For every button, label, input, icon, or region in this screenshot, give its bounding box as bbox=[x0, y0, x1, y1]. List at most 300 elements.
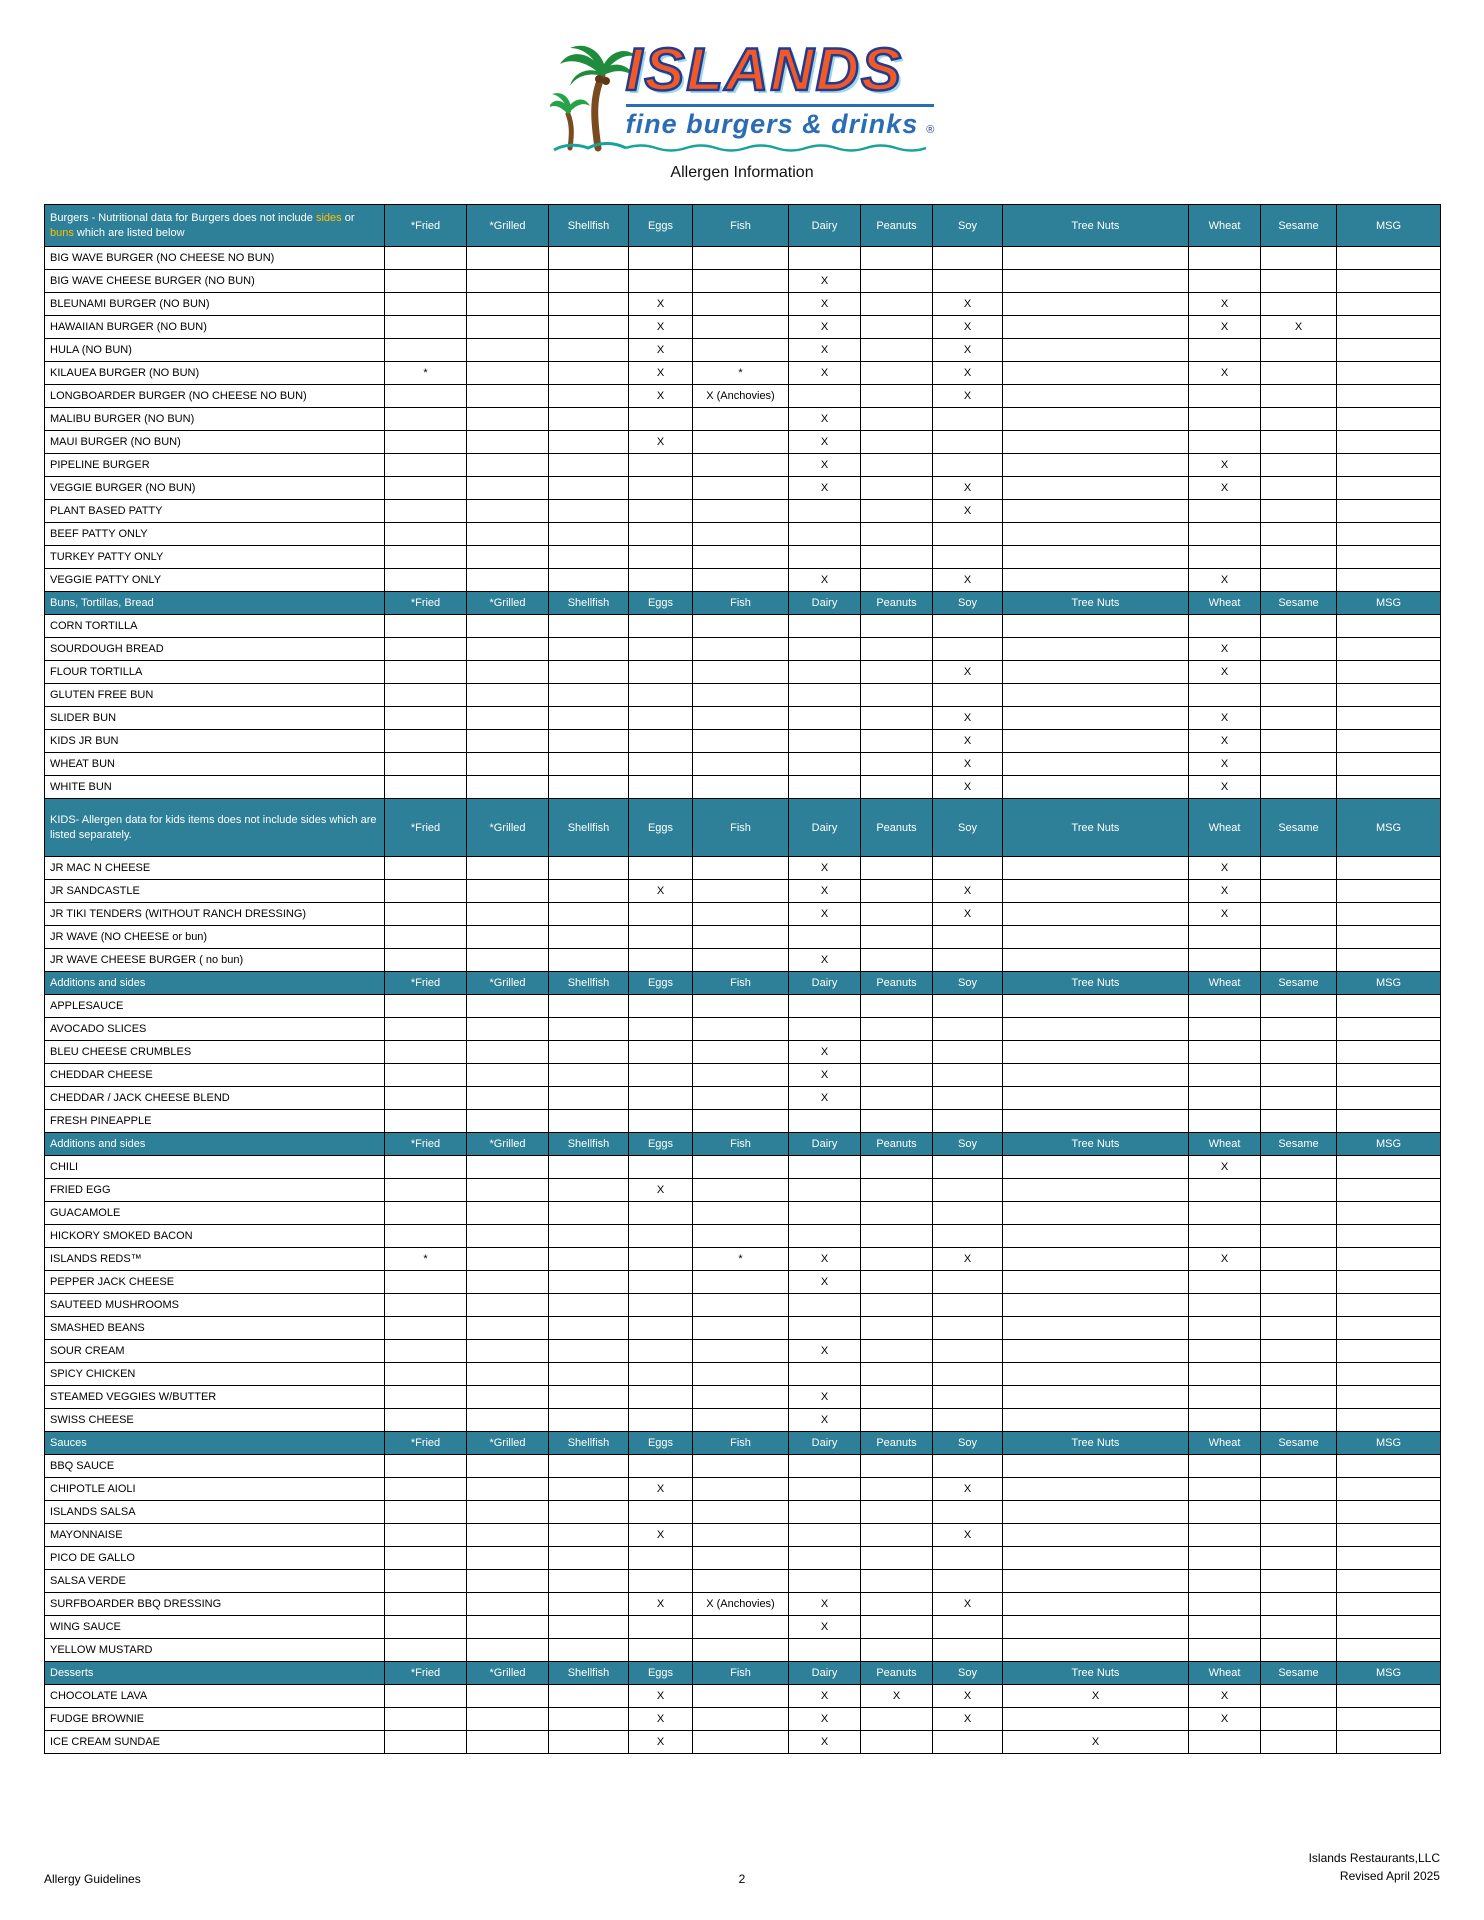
table-row bbox=[45, 857, 1441, 880]
allergen-cell bbox=[933, 926, 1003, 949]
allergen-cell bbox=[693, 730, 789, 753]
allergen-cell bbox=[933, 1064, 1003, 1087]
allergen-cell bbox=[1337, 339, 1441, 362]
allergen-cell bbox=[1337, 857, 1441, 880]
column-header: Peanuts bbox=[861, 1432, 933, 1455]
allergen-cell bbox=[385, 1570, 467, 1593]
allergen-cell bbox=[861, 1708, 933, 1731]
table-row bbox=[45, 270, 1441, 293]
allergen-cell bbox=[1337, 1156, 1441, 1179]
item-name: BEEF PATTY ONLY bbox=[45, 523, 385, 546]
logo-subtitle-row bbox=[626, 104, 935, 140]
allergen-cell bbox=[549, 1455, 629, 1478]
allergen-cell bbox=[1337, 1731, 1441, 1754]
allergen-cell bbox=[385, 1340, 467, 1363]
allergen-cell bbox=[1261, 523, 1337, 546]
column-header: *Fried bbox=[385, 799, 467, 857]
allergen-cell bbox=[693, 1202, 789, 1225]
column-header: Wheat bbox=[1189, 799, 1261, 857]
allergen-cell bbox=[1003, 1225, 1189, 1248]
allergen-cell bbox=[385, 408, 467, 431]
allergen-cell bbox=[693, 1409, 789, 1432]
allergen-cell bbox=[861, 707, 933, 730]
allergen-cell bbox=[1189, 684, 1261, 707]
column-header: Soy bbox=[933, 1662, 1003, 1685]
allergen-cell bbox=[467, 1202, 549, 1225]
table-row bbox=[45, 1593, 1441, 1616]
footer-company-info bbox=[975, 1849, 1440, 1886]
allergen-cell bbox=[629, 1110, 693, 1133]
column-header: MSG bbox=[1337, 799, 1441, 857]
allergen-cell bbox=[385, 500, 467, 523]
allergen-cell bbox=[1003, 477, 1189, 500]
allergen-cell: X bbox=[933, 293, 1003, 316]
section-title-highlight: sides bbox=[315, 211, 342, 224]
allergen-cell bbox=[385, 776, 467, 799]
allergen-cell bbox=[933, 1179, 1003, 1202]
table-row bbox=[45, 1455, 1441, 1478]
allergen-cell bbox=[693, 454, 789, 477]
allergen-cell bbox=[1261, 339, 1337, 362]
allergen-cell bbox=[933, 1501, 1003, 1524]
allergen-cell bbox=[385, 926, 467, 949]
allergen-cell bbox=[1189, 546, 1261, 569]
allergen-cell bbox=[467, 408, 549, 431]
allergen-cell bbox=[549, 1593, 629, 1616]
allergen-cell bbox=[467, 926, 549, 949]
allergen-cell bbox=[467, 995, 549, 1018]
allergen-cell: X bbox=[789, 1087, 861, 1110]
allergen-cell bbox=[1189, 1317, 1261, 1340]
allergen-cell bbox=[789, 1156, 861, 1179]
allergen-cell bbox=[933, 270, 1003, 293]
column-header: Fish bbox=[693, 1662, 789, 1685]
allergen-cell bbox=[1337, 753, 1441, 776]
allergen-cell bbox=[1337, 1294, 1441, 1317]
allergen-cell bbox=[467, 1064, 549, 1087]
allergen-cell bbox=[1003, 615, 1189, 638]
allergen-cell bbox=[861, 1455, 933, 1478]
allergen-cell bbox=[629, 995, 693, 1018]
allergen-cell bbox=[1337, 776, 1441, 799]
item-name: CHILI bbox=[45, 1156, 385, 1179]
allergen-cell bbox=[385, 753, 467, 776]
allergen-cell bbox=[1337, 949, 1441, 972]
allergen-cell bbox=[1003, 1455, 1189, 1478]
logo-subtitle: fine burgers & drinks bbox=[625, 109, 919, 139]
allergen-cell: X bbox=[1189, 477, 1261, 500]
allergen-cell bbox=[1003, 926, 1189, 949]
allergen-cell bbox=[1003, 569, 1189, 592]
allergen-cell bbox=[385, 1363, 467, 1386]
allergen-cell bbox=[789, 753, 861, 776]
table-row bbox=[45, 1363, 1441, 1386]
section-header-row bbox=[45, 799, 1441, 857]
allergen-cell: X bbox=[789, 949, 861, 972]
allergen-cell: * bbox=[693, 362, 789, 385]
allergen-cell bbox=[861, 247, 933, 270]
allergen-cell bbox=[1261, 730, 1337, 753]
allergen-cell bbox=[385, 477, 467, 500]
allergen-cell bbox=[1003, 661, 1189, 684]
allergen-cell bbox=[861, 638, 933, 661]
allergen-cell bbox=[933, 523, 1003, 546]
allergen-cell bbox=[467, 949, 549, 972]
allergen-cell bbox=[933, 1202, 1003, 1225]
allergen-cell bbox=[1337, 546, 1441, 569]
allergen-cell bbox=[789, 684, 861, 707]
allergen-cell: X bbox=[789, 880, 861, 903]
section-header-row bbox=[45, 1662, 1441, 1685]
allergen-cell bbox=[549, 247, 629, 270]
allergen-cell bbox=[693, 1501, 789, 1524]
allergen-cell: X bbox=[1189, 880, 1261, 903]
allergen-cell bbox=[629, 1064, 693, 1087]
allergen-cell bbox=[549, 730, 629, 753]
allergen-cell bbox=[629, 546, 693, 569]
allergen-cell bbox=[385, 1616, 467, 1639]
allergen-cell bbox=[467, 1294, 549, 1317]
allergen-cell bbox=[549, 431, 629, 454]
allergen-cell bbox=[385, 546, 467, 569]
table-row bbox=[45, 1225, 1441, 1248]
allergen-cell bbox=[1189, 408, 1261, 431]
allergen-cell: X bbox=[933, 1685, 1003, 1708]
table-row bbox=[45, 1708, 1441, 1731]
allergen-cell bbox=[693, 1639, 789, 1662]
allergen-cell bbox=[789, 1639, 861, 1662]
allergen-cell: X bbox=[1189, 903, 1261, 926]
allergen-cell bbox=[1189, 1087, 1261, 1110]
allergen-cell bbox=[861, 454, 933, 477]
column-header: Tree Nuts bbox=[1003, 799, 1189, 857]
allergen-cell bbox=[789, 1179, 861, 1202]
table-row bbox=[45, 569, 1441, 592]
allergen-cell bbox=[467, 1248, 549, 1271]
allergen-cell bbox=[549, 661, 629, 684]
table-row bbox=[45, 1386, 1441, 1409]
allergen-cell bbox=[693, 293, 789, 316]
allergen-cell bbox=[1261, 661, 1337, 684]
allergen-cell bbox=[693, 339, 789, 362]
allergen-cell bbox=[861, 523, 933, 546]
allergen-cell bbox=[1337, 1616, 1441, 1639]
allergen-cell bbox=[1003, 1570, 1189, 1593]
allergen-cell bbox=[693, 1547, 789, 1570]
allergen-cell bbox=[1003, 1110, 1189, 1133]
item-name: PIPELINE BURGER bbox=[45, 454, 385, 477]
allergen-cell bbox=[1337, 926, 1441, 949]
allergen-cell: X bbox=[789, 270, 861, 293]
allergen-cell bbox=[1261, 1639, 1337, 1662]
allergen-cell bbox=[1261, 1708, 1337, 1731]
section-header-row bbox=[45, 592, 1441, 615]
allergen-cell bbox=[385, 1731, 467, 1754]
allergen-cell bbox=[693, 270, 789, 293]
table-row bbox=[45, 1294, 1441, 1317]
item-name: APPLESAUCE bbox=[45, 995, 385, 1018]
allergen-cell: X bbox=[1189, 569, 1261, 592]
allergen-cell bbox=[385, 1386, 467, 1409]
allergen-cell bbox=[629, 569, 693, 592]
allergen-cell bbox=[385, 1271, 467, 1294]
item-name: WHEAT BUN bbox=[45, 753, 385, 776]
allergen-cell bbox=[385, 1110, 467, 1133]
item-name: PICO DE GALLO bbox=[45, 1547, 385, 1570]
allergen-cell bbox=[1189, 1018, 1261, 1041]
column-header: Dairy bbox=[789, 592, 861, 615]
allergen-cell bbox=[1003, 1087, 1189, 1110]
allergen-cell bbox=[789, 1501, 861, 1524]
allergen-cell bbox=[385, 1225, 467, 1248]
item-name: JR SANDCASTLE bbox=[45, 880, 385, 903]
column-header: Shellfish bbox=[549, 799, 629, 857]
allergen-cell bbox=[789, 385, 861, 408]
allergen-cell bbox=[933, 995, 1003, 1018]
allergen-cell bbox=[861, 1570, 933, 1593]
table-row bbox=[45, 477, 1441, 500]
allergen-cell bbox=[693, 1179, 789, 1202]
column-header: Sesame bbox=[1261, 592, 1337, 615]
allergen-cell bbox=[385, 1179, 467, 1202]
allergen-cell bbox=[549, 293, 629, 316]
allergen-cell bbox=[933, 1317, 1003, 1340]
allergen-cell bbox=[1261, 857, 1337, 880]
table-row bbox=[45, 903, 1441, 926]
allergen-cell bbox=[1261, 1386, 1337, 1409]
section-title: Additions and sides bbox=[45, 972, 385, 995]
allergen-cell bbox=[1337, 1225, 1441, 1248]
registered-mark: ® bbox=[926, 124, 935, 136]
allergen-cell bbox=[693, 523, 789, 546]
allergen-cell bbox=[385, 995, 467, 1018]
allergen-cell bbox=[861, 661, 933, 684]
section-header-row bbox=[45, 205, 1441, 247]
column-header: Dairy bbox=[789, 799, 861, 857]
item-name: SOUR CREAM bbox=[45, 1340, 385, 1363]
allergen-cell bbox=[385, 523, 467, 546]
column-header: *Fried bbox=[385, 592, 467, 615]
allergen-cell bbox=[933, 1156, 1003, 1179]
allergen-cell bbox=[1003, 1593, 1189, 1616]
allergen-cell bbox=[1003, 880, 1189, 903]
page-footer bbox=[44, 1849, 1440, 1886]
allergen-cell bbox=[861, 293, 933, 316]
allergen-cell bbox=[789, 615, 861, 638]
table-row bbox=[45, 1018, 1441, 1041]
allergen-cell bbox=[385, 1041, 467, 1064]
allergen-cell bbox=[861, 1317, 933, 1340]
allergen-cell bbox=[1189, 1593, 1261, 1616]
item-name: CHEDDAR / JACK CHEESE BLEND bbox=[45, 1087, 385, 1110]
allergen-cell bbox=[467, 1018, 549, 1041]
table-row bbox=[45, 362, 1441, 385]
allergen-cell bbox=[629, 247, 693, 270]
allergen-cell bbox=[1261, 1317, 1337, 1340]
allergen-cell bbox=[549, 615, 629, 638]
allergen-cell bbox=[1003, 385, 1189, 408]
allergen-cell bbox=[1337, 569, 1441, 592]
allergen-cell: X (Anchovies) bbox=[693, 1593, 789, 1616]
allergen-cell bbox=[1261, 362, 1337, 385]
allergen-cell bbox=[1189, 270, 1261, 293]
table-row bbox=[45, 1202, 1441, 1225]
allergen-cell bbox=[1261, 431, 1337, 454]
item-name: ISLANDS REDS™ bbox=[45, 1248, 385, 1271]
allergen-cell bbox=[1337, 408, 1441, 431]
item-name: WHITE BUN bbox=[45, 776, 385, 799]
allergen-cell bbox=[933, 1018, 1003, 1041]
allergen-cell bbox=[1261, 500, 1337, 523]
allergen-cell: X bbox=[933, 661, 1003, 684]
allergen-cell: X bbox=[629, 339, 693, 362]
column-header: MSG bbox=[1337, 205, 1441, 247]
item-name: FUDGE BROWNIE bbox=[45, 1708, 385, 1731]
column-header: Sesame bbox=[1261, 799, 1337, 857]
allergen-cell bbox=[549, 1409, 629, 1432]
allergen-cell bbox=[861, 339, 933, 362]
column-header: Dairy bbox=[789, 1133, 861, 1156]
allergen-cell bbox=[693, 1156, 789, 1179]
allergen-cell bbox=[861, 776, 933, 799]
allergen-cell bbox=[693, 615, 789, 638]
allergen-cell bbox=[1003, 247, 1189, 270]
column-header: Dairy bbox=[789, 1662, 861, 1685]
allergen-cell bbox=[789, 926, 861, 949]
allergen-cell bbox=[1189, 1570, 1261, 1593]
allergen-cell bbox=[467, 546, 549, 569]
allergen-cell bbox=[1261, 1271, 1337, 1294]
allergen-cell bbox=[1189, 1547, 1261, 1570]
allergen-cell: X bbox=[1189, 638, 1261, 661]
allergen-cell bbox=[467, 1087, 549, 1110]
allergen-cell bbox=[629, 753, 693, 776]
allergen-cell bbox=[1003, 1179, 1189, 1202]
allergen-cell bbox=[1261, 247, 1337, 270]
allergen-cell bbox=[1003, 362, 1189, 385]
allergen-cell bbox=[467, 1041, 549, 1064]
allergen-cell bbox=[1189, 431, 1261, 454]
allergen-cell bbox=[693, 903, 789, 926]
allergen-cell bbox=[1261, 1731, 1337, 1754]
allergen-cell bbox=[693, 1110, 789, 1133]
allergen-cell bbox=[1189, 385, 1261, 408]
column-header: Sesame bbox=[1261, 1432, 1337, 1455]
allergen-cell bbox=[1189, 1294, 1261, 1317]
allergen-cell bbox=[1003, 1501, 1189, 1524]
column-header: Wheat bbox=[1189, 1432, 1261, 1455]
allergen-cell bbox=[1261, 1570, 1337, 1593]
allergen-cell bbox=[693, 880, 789, 903]
allergen-cell bbox=[1003, 857, 1189, 880]
allergen-cell bbox=[861, 1041, 933, 1064]
column-header: Peanuts bbox=[861, 1662, 933, 1685]
column-header: *Fried bbox=[385, 205, 467, 247]
allergen-cell bbox=[693, 1064, 789, 1087]
allergen-cell bbox=[693, 1317, 789, 1340]
allergen-cell bbox=[693, 1616, 789, 1639]
item-name: TURKEY PATTY ONLY bbox=[45, 546, 385, 569]
section-title-text: or bbox=[341, 211, 355, 224]
allergen-cell bbox=[693, 684, 789, 707]
column-header: Shellfish bbox=[549, 1662, 629, 1685]
allergen-cell bbox=[549, 1041, 629, 1064]
allergen-cell bbox=[549, 1202, 629, 1225]
allergen-cell bbox=[629, 1639, 693, 1662]
allergen-cell: X bbox=[789, 454, 861, 477]
allergen-cell bbox=[385, 949, 467, 972]
allergen-cell bbox=[467, 1616, 549, 1639]
allergen-cell bbox=[1337, 707, 1441, 730]
allergen-cell bbox=[549, 995, 629, 1018]
table-row bbox=[45, 1156, 1441, 1179]
footer-revision-date: Revised April 2025 bbox=[1339, 1869, 1440, 1884]
allergen-cell bbox=[861, 1087, 933, 1110]
item-name: KILAUEA BURGER (NO BUN) bbox=[45, 362, 385, 385]
allergen-cell bbox=[1003, 1409, 1189, 1432]
allergen-cell bbox=[861, 477, 933, 500]
allergen-cell bbox=[467, 1570, 549, 1593]
allergen-cell bbox=[549, 1087, 629, 1110]
column-header: *Grilled bbox=[467, 205, 549, 247]
column-header: *Fried bbox=[385, 1662, 467, 1685]
allergen-cell bbox=[693, 477, 789, 500]
allergen-cell bbox=[861, 1731, 933, 1754]
allergen-cell bbox=[861, 385, 933, 408]
allergen-cell bbox=[1261, 454, 1337, 477]
column-header: *Grilled bbox=[467, 592, 549, 615]
allergen-cell bbox=[549, 316, 629, 339]
allergen-cell bbox=[1003, 903, 1189, 926]
column-header: Peanuts bbox=[861, 1133, 933, 1156]
allergen-cell bbox=[1337, 1708, 1441, 1731]
allergen-cell bbox=[549, 753, 629, 776]
allergen-cell bbox=[1261, 1501, 1337, 1524]
allergen-cell: X bbox=[933, 1478, 1003, 1501]
allergen-cell bbox=[693, 500, 789, 523]
allergen-cell bbox=[549, 1018, 629, 1041]
allergen-cell bbox=[549, 707, 629, 730]
table-row bbox=[45, 1409, 1441, 1432]
allergen-cell bbox=[1337, 1501, 1441, 1524]
allergen-cell bbox=[549, 949, 629, 972]
allergen-cell: X bbox=[1189, 707, 1261, 730]
allergen-cell bbox=[933, 1409, 1003, 1432]
allergen-cell bbox=[1261, 1110, 1337, 1133]
allergen-cell bbox=[1261, 1409, 1337, 1432]
table-row bbox=[45, 753, 1441, 776]
allergen-cell bbox=[385, 316, 467, 339]
allergen-cell: X bbox=[1189, 857, 1261, 880]
allergen-cell: X bbox=[789, 1271, 861, 1294]
allergen-cell bbox=[861, 1409, 933, 1432]
table-row bbox=[45, 1547, 1441, 1570]
allergen-cell bbox=[1003, 1271, 1189, 1294]
allergen-cell: X bbox=[789, 1409, 861, 1432]
table-row bbox=[45, 1087, 1441, 1110]
allergen-cell: X bbox=[933, 776, 1003, 799]
column-header: Shellfish bbox=[549, 205, 629, 247]
allergen-cell: X bbox=[629, 1731, 693, 1754]
allergen-cell bbox=[861, 408, 933, 431]
allergen-cell bbox=[467, 1708, 549, 1731]
allergen-cell bbox=[467, 1501, 549, 1524]
allergen-cell bbox=[1261, 1363, 1337, 1386]
column-header: Sesame bbox=[1261, 1133, 1337, 1156]
allergen-cell: X (Anchovies) bbox=[693, 385, 789, 408]
allergen-cell bbox=[1261, 1225, 1337, 1248]
table-row bbox=[45, 949, 1441, 972]
